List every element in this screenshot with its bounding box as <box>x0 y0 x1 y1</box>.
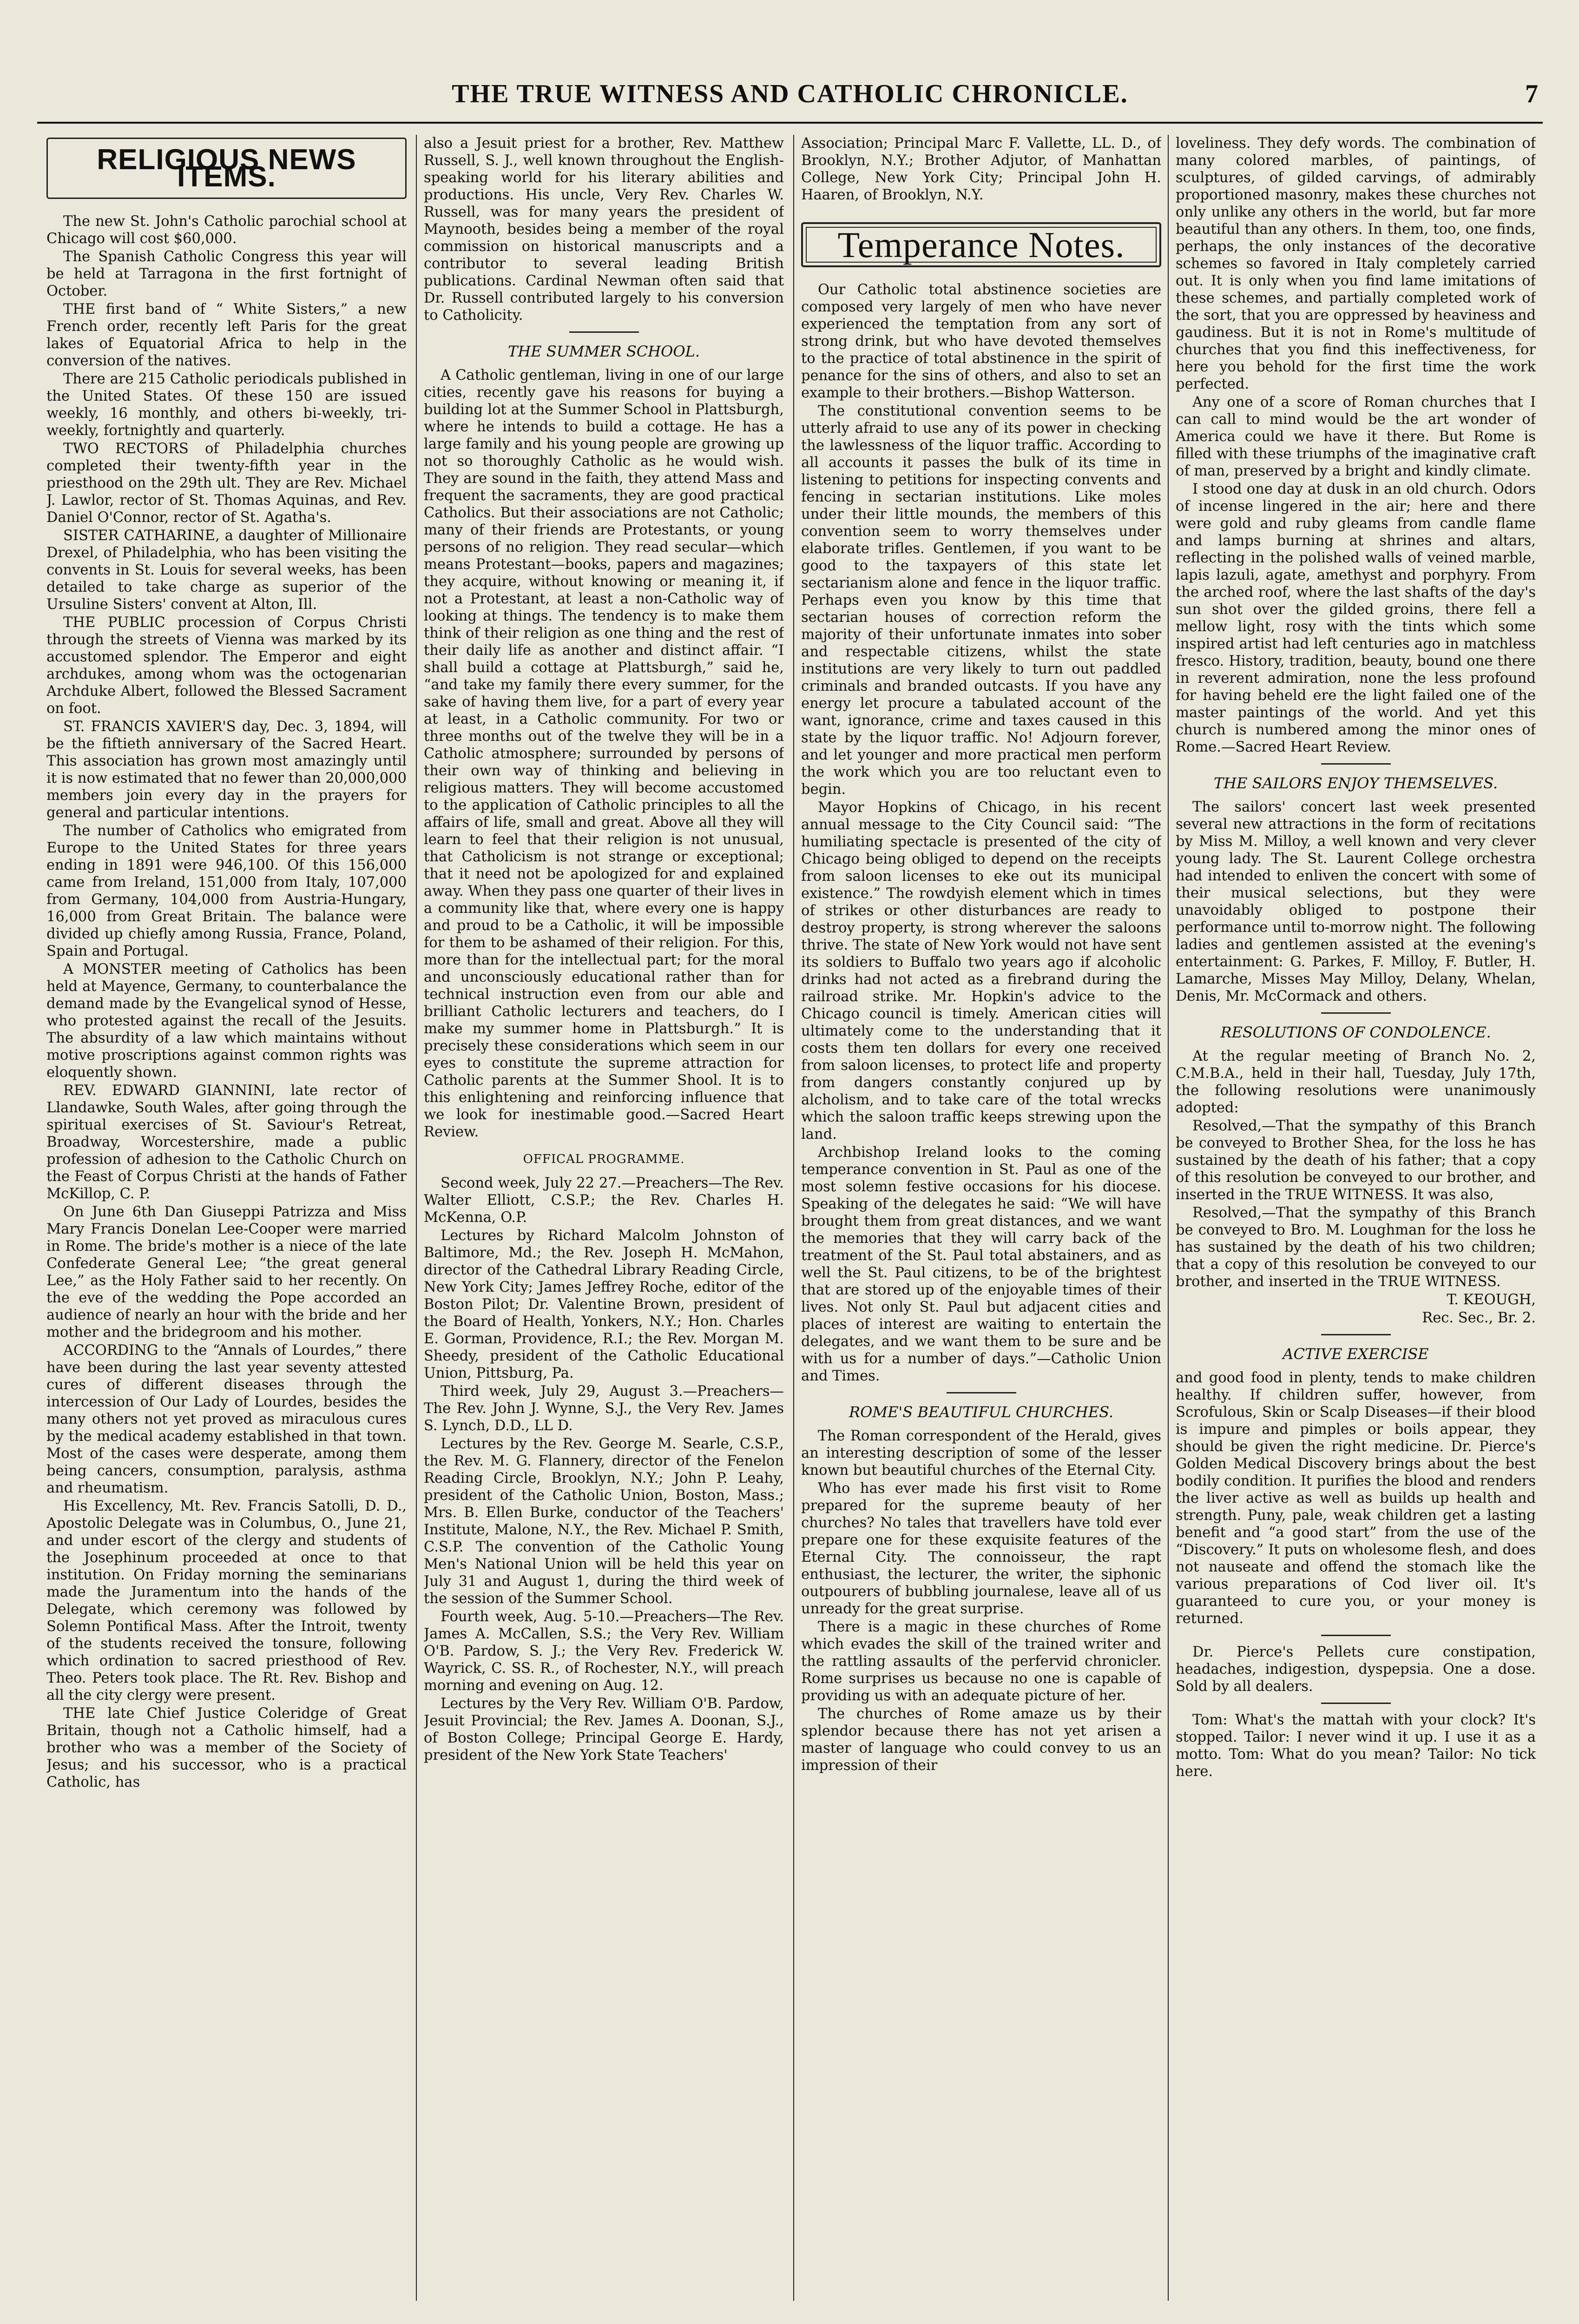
rome-paragraph: loveliness. They defy words. The combination of many colored marbles, of paintings, of sculptures, of gilded carvings, of admirably proportioned masonry, makes these churches not only unlike any others in the world, but far more beautiful than any others. In them, too, one finds, perhaps, the only instances of the decorative schemes so favored in Italy completely carried out. It is only when you find lame imitations of these schemes, and partially completed work of the sort, that you are oppressed by heaviness and gaudiness. But it is not in Rome's multitude of churches that you find this ineffectiveness, for here you behold for the first time the work perfected. <box>1176 135 1536 392</box>
sailors-title: THE SAILORS ENJOY THEMSELVES. <box>1213 774 1498 792</box>
programme-item: Lectures by Richard Malcolm Johnston of Baltimore, Md.; the Rev. Joseph H. McMahon, director of the Cathedral Library Reading Circle, New York City; James Jeffrey Roche, editor of the Boston Pilot; Dr. Valentine Brown, president of the Board of Health, Yonkers, N.Y.; Hon. Charles E. Gorman, Providence, R.I.; the Rev. Morgan M. Sheedy, president of the Catholic Educational Union, Pittsburg, Pa. <box>424 1228 784 1381</box>
rome-churches-title: ROME'S BEAUTIFUL CHURCHES. <box>849 1403 1114 1421</box>
news-item: The new St. John's Catholic parochial school at Chicago will cost $60,000. <box>46 213 407 247</box>
news-item: ST. FRANCIS XAVIER'S day, Dec. 3, 1894, will be the fiftieth anniversary of the Sacred Heart. This association has grown most amazingly until it is now estimated that no fewer than 20,000,000 members join every day in the prayers for general and particular intentions. <box>46 719 407 821</box>
religious-news-heading: RELIGIOUS NEWS ITEMS. <box>46 138 407 199</box>
summer-school-text: A Catholic gentleman, living in one of our large cities, recently gave his reasons for buying a building lot at the Summer School in Plattsburgh, where he intends to build a cottage. He has a large family and his young people are growing up not so thoroughly Catholic as he would wish. They are sound in the faith, they attend Mass and frequent the sacraments, they are good practical Catholics. But their associations are not Catholic; many of their friends are Protestants, or young persons of no religion. They read secular—which means Protestant—books, papers and magazines; they acquire, without knowing or meaning it, if not a Protestant, at least a non-Catholic way of looking at things. The tendency is to make them think of their religion as one thing and the rest of their daily life as another and distinct affair. “I shall build a cottage at Plattsburgh,” said he, “and take my family there every summer, for the sake of having them live, for a part of every year at least, in a Catholic community. For two or three months out of the twelve they will be in a Catholic atmosphere; surrounded by persons of their own way of thinking and believing in religious matters. They will become accustomed to the application of Catholic principles to all the affairs of life, small and great. Above all they will learn to feel that their religion is not unusual, that Catholicism is not strange or exceptional; that it need not be apologized for and explained away. When they pass one quarter of their lives in a community like that, where every one is happy and proud to be a Catholic, it will be impossible for them to be ashamed of their religion. For this, more than for the intellectual part; for the moral and unconsciously educational rather than for technical instruction even from our able and brilliant Catholic lecturers and teachers, do I make my summer home in Plattsburgh.” It is precisely these considerations which seem in our eyes to constitute the supreme attraction for Catholic parents at the Summer Shool. It is to this enlightening and reinforcing influence that we look for inestimable good.—Sacred Heart Review. <box>424 367 784 1140</box>
section-separator <box>1321 1635 1391 1636</box>
temperance-item: Archbishop Ireland looks to the coming temperance convention in St. Paul as one of the most solemn festive occasions for his diocese. Speaking of the delegates he said: “We will have brought them from great distances, and we want the memories that they will carry back of the treatment of the St. Paul total abstainers, and as well the St. Paul citizens, to be of the brightest that are stored up of the enjoyable times of their lives. Not only St. Paul but adjacent cities and places of interest are waiting to entertain the delegates, and we want them to be sure and be with us for a number of days.”—Catholic Union and Times. <box>801 1144 1161 1384</box>
pellets-advert: Dr. Pierce's Pellets cure constipation, headaches, indigestion, dyspepsia. One a dose. Sold by all dealers. <box>1176 1644 1536 1695</box>
article-continuation: also a Jesuit priest for a brother, Rev. Matthew Russell, S. J., well known throughout the English-speaking world for his literary abilities and productions. His uncle, Very Rev. Charles W. Russell, was for many years the president of Maynooth, besides being a member of the royal commission on historical manuscripts and a contributor to several leading British publications. Cardinal Newman often said that Dr. Russell contributed largely to his conversion to Catholicity. <box>424 135 784 324</box>
column-divider <box>416 135 417 2301</box>
section-separator <box>1321 1334 1391 1335</box>
article-continuation: Association; Principal Marc F. Vallette, LL. D., of Brooklyn, N.Y.; Brother Adjutor, of Manhattan College, New York City; Principal John H. Haaren, of Brooklyn, N.Y. <box>801 135 1161 203</box>
news-item: THE PUBLIC procession of Corpus Christi through the streets of Vienna was marked by its accustomed splendor. The Emperor and eight archdukes, among whom was the octogenarian Archduke Albert, followed the Blessed Sacrament on foot. <box>46 614 407 717</box>
rome-paragraph: Who has ever made his first visit to Rome prepared for the supreme beauty of her churches? No tales that travellers have told ever prepare one for these exquisite features of the Eternal City. The connoisseur, the rapt enthusiast, the lecturer, the writer, the siphonic outpourers of bubbling journalese, leave all of us unready for the great surprise. <box>801 1480 1161 1617</box>
programme-item: Lectures by the Very Rev. William O'B. Pardow, Jesuit Provincial; the Rev. James A. Doonan, S.J., of Boston College; Principal George E. Hardy, president of the New York State Teachers' <box>424 1696 784 1763</box>
section-separator <box>947 1392 1016 1393</box>
news-item: ACCORDING to the “Annals of Lourdes,” there have been during the last year seventy attested cures of different diseases through the intercession of Our Lady of Lourdes, besides the many others not yet proved as miraculous cures by the medical academy established in that town. Most of the cases were desperate, among them being cancers, consumption, paralysis, asthma and rheumatism. <box>46 1342 407 1496</box>
section-separator <box>1321 1703 1391 1704</box>
temperance-notes-heading: Temperance Notes. <box>801 222 1161 267</box>
section-separator <box>1321 1012 1391 1014</box>
advertisement-text: and good food in plenty, tends to make children healthy. If children suffer, however, from Scrofulous, Skin or Scalp Diseases—if their blood is impure and pimples or boils appear, they should be given the right medicine. Dr. Pierce's Golden Medical Discovery brings about the best bodily condition. It purifies the blood and renders the liver active as well as builds up health and strength. Puny, pale, weak children get a lasting benefit and “a good start” from the use of the “Discovery.” It puts on wholesome flesh, and does not nauseate and offend the stomach like the various preparations of Cod liver oil. It's guaranteed to cure you, or your money is returned. <box>1176 1370 1536 1627</box>
temperance-item: The constitutional convention seems to be utterly afraid to use any of its power in checking the lawlessness of the liquor traffic. According to all accounts it passes the bulk of its time in listening to petitions for inspecting convents and fencing in sectarian institutions. Like moles under their little mounds, the members of this convention seem to worry themselves under elaborate trifles. Gentlemen, if you want to be good to the taxpayers of this state let sectarianism alone and fence in the liquor traffic. Perhaps even you know by this time that sectarian houses of correction reform the majority of their unfortunate inmates into sober and respectable citizens, whilst the state institutions are very likely to turn out paddled criminals and branded outcasts. If you have any energy let procure a tabulated account of the want, ignorance, crime and taxes caused in this state by the liquor traffic. No! Adjourn forever, and let younger and more practical men perform the work which you are too reluctant even to begin. <box>801 403 1161 798</box>
rome-paragraph: There is a magic in these churches of Rome which evades the skill of the trained writer and the rattling assaults of the perfervid chronicler. Rome surprises us because no one is capable of providing us with an adequate picture of her. <box>801 1619 1161 1704</box>
programme-item: Fourth week, Aug. 5-10.—Preachers—The Rev. James A. McCallen, S.S.; the Very Rev. William O'B. Pardow, S. J.; the Very Rev. Frederick W. Wayrick, C. SS. R., of Rochester, N.Y., will preach morning and evening on Aug. 12. <box>424 1609 784 1694</box>
newspaper-title: THE TRUE WITNESS AND CATHOLIC CHRONICLE. <box>452 79 1128 108</box>
column-2 <box>424 135 784 2296</box>
news-item: His Excellency, Mt. Rev. Francis Satolli, D. D., Apostolic Delegate was in Columbus, O., June 21, and under escort of the clergy and students of the Josephinum proceeded at once to that institution. On Friday morning the seminarians made the Juramentum into the hands of the Delegate, which ceremony was followed by Solemn Pontifical Mass. After the Introit, twenty of the students received the tonsure, following which ordination to sacred priesthood of Rev. Theo. Peters took place. The Rt. Rev. Bishop and all the city clergy were present. <box>46 1498 407 1703</box>
active-exercise-title: ACTIVE EXERCISE <box>1283 1345 1429 1363</box>
news-item: There are 215 Catholic periodicals published in the United States. Of these 150 are issued weekly, 16 monthly, and others bi-weekly, tri-weekly, fortnightly and quarterly. <box>46 371 407 439</box>
masthead-rule <box>37 122 1543 124</box>
sailors-text: The sailors' concert last week presented several new attractions in the form of recitations by Miss M. Milloy, a well known and very clever young lady. The St. Laurent College orchestra had intended to enliven the concert with some of their musical selections, but they were unavoidably obliged to postpone their performance until to-morrow night. The following ladies and gentlemen assisted at the evening's entertainment: G. Parkes, F. Milloy, F. Butler, H. Lamarche, Misses May Milloy, Delany, Whelan, Denis, Mr. McCormack and others. <box>1176 799 1536 1004</box>
section-separator <box>1321 763 1391 765</box>
programme-item: Third week, July 29, August 3.—Preachers—The Rev. John J. Wynne, S.J., the Very Rev. James S. Lynch, D.D., LL D. <box>424 1383 784 1434</box>
temperance-item: Our Catholic total abstinence societies are composed very largely of men who have never experienced the temptation from any sort of strong drink, but who have devoted themselves to the practice of total abstinence in the spirit of penance for the sins of others, and also to set an example to their brothers.—Bishop Watterson. <box>801 282 1161 401</box>
news-item: The number of Catholics who emigrated from Europe to the United States for three years ending in 1891 were 946,100. Of this 156,000 came from Ireland, 151,000 from Italy, 107,000 from Germany, 104,000 from Austria-Hungary, 16,000 from Great Britain. The balance were divided up chiefly among Russia, France, Poland, Spain and Portugal. <box>46 823 407 959</box>
programme-title: OFFICAL PROGRAMME. <box>523 1152 685 1166</box>
news-item: SISTER CATHARINE, a daughter of Millionaire Drexel, of Philadelphia, who has been visiting the convents in St. Louis for several weeks, has been detailed to take charge as superior of the Ursuline Sisters' convent at Alton, Ill. <box>46 528 407 613</box>
condolence-paragraph: Resolved,—That the sympathy of this Branch be conveyed to Bro. M. Loughman for the loss he has sustained by the death of his two children; that a copy of this resolution be conveyed to our brother, and inserted in the TRUE WITNESS. <box>1176 1205 1536 1290</box>
news-item: TWO RECTORS of Philadelphia churches completed their twenty-fifth year in the priesthood on the 29th ult. They are Rev. Michael J. Lawlor, rector of St. Thomas Aquinas, and Rev. Daniel O'Connor, rector of St. Agatha's. <box>46 441 407 526</box>
news-item: On June 6th Dan Giuseppi Patrizza and Miss Mary Francis Donelan Lee-Cooper were married in Rome. The bride's mother is a niece of the late Confederate General Lee; “the great general Lee,” as the Holy Father said to her recently. On the eve of the wedding the Pope accorded an audience of nearly an hour with the bride and her mother and the bridegroom and his mother. <box>46 1204 407 1340</box>
column-4 <box>1176 135 1536 2296</box>
rome-paragraph: The Roman correspondent of the Herald, gives an interesting description of some of the lesser known but beautiful churches of the Eternal City. <box>801 1428 1161 1479</box>
rome-paragraph: The churches of Rome amaze us by their splendor because there has not yet arisen a master of language who could convey to us an impression of their <box>801 1706 1161 1774</box>
rome-paragraph: Any one of a score of Roman churches that I can call to mind would be the art wonder of America could we have it there. But Rome is filled with these triumphs of the imaginative craft of man, preserved by a bright and kindly climate. <box>1176 394 1536 479</box>
news-item: THE first band of “ White Sisters,” a new French order, recently left Paris for the great lakes of Equatorial Africa to help in the conversion of the natives. <box>46 301 407 369</box>
section-separator <box>569 331 639 333</box>
temperance-item: Mayor Hopkins of Chicago, in his recent annual message to the City Council said: “The humiliating spectacle is presented of the city of Chicago being obliged to depend on the receipts from saloon licenses to eke out its municipal existence.” The rowdyish element which in times of strikes or other disturbances are ready to destroy property, is strong wherever the saloons thrive. The state of New York would not have sent its soldiers to Buffalo two years ago if alcoholic drinks had not acted as a firebrand during the railroad strike. Mr. Hopkin's advice to the Chicago council is timely. American cities will ultimately come to the understanding that it costs them ten dollars for every one received from saloon licenses, to protect life and property from dangers constantly conjured up by alcholism, and to take care of the total wrecks which the saloon traffic keeps strewing upon the land. <box>801 799 1161 1142</box>
column-3 <box>801 135 1161 2296</box>
news-item: THE late Chief Justice Coleridge of Great Britain, though not a Catholic himself, had a brother who was a member of the Society of Jesus; and his successor, who is a practical Catholic, has <box>46 1705 407 1790</box>
condolence-paragraph: At the regular meeting of Branch No. 2, C.M.B.A., held in their hall, Tuesday, July 17th, the following resolutions were unanimously adopted: <box>1176 1048 1536 1116</box>
column-divider <box>1168 135 1169 2301</box>
programme-item: Lectures by the Rev. George M. Searle, C.S.P., the Rev. M. G. Flannery, director of the Fenelon Reading Circle, Brooklyn, N.Y.; John P. Leahy, president of the Catholic Union, Boston, Mass.; Mrs. B. Ellen Burke, conductor of the Teachers' Institute, Malone, N.Y., the Rev. Michael P. Smith, C.S.P. The convention of the Catholic Young Men's National Union will be held this year on July 31 and August 1, during the third week of the session of the Summer School. <box>424 1436 784 1607</box>
news-item: REV. EDWARD GIANNINI, late rector of Llandawke, South Wales, after going through the spiritual exercises of St. Saviour's Retreat, Broadway, Worcestershire, made a public profession of adhesion to the Catholic Church on the Feast of Corpus Christi at the hands of Father McKillop, C. P. <box>46 1083 407 1202</box>
column-1 <box>46 135 407 2296</box>
joke-text: Tom: What's the mattah with your clock? It's stopped. Tailor: I never wind it up. I use it as a motto. Tom: What do you mean? Tailor: No tick here. <box>1176 1712 1536 1780</box>
masthead <box>37 79 1543 116</box>
summer-school-title: THE SUMMER SCHOOL. <box>507 343 700 360</box>
news-item: The Spanish Catholic Congress this year will be held at Tarragona in the first fortnight of October. <box>46 249 407 299</box>
signature-name: T. KEOUGH, <box>1447 1292 1536 1308</box>
page-number: 7 <box>1525 79 1538 108</box>
condolence-title: RESOLUTIONS OF CONDOLENCE. <box>1220 1023 1491 1041</box>
programme-item: Second week, July 22 27.—Preachers—The Rev. Walter Elliott, C.S.P.; the Rev. Charles H. McKenna, O.P. <box>424 1175 784 1226</box>
signature-role: Rec. Sec., Br. 2. <box>1422 1310 1536 1326</box>
condolence-paragraph: Resolved,—That the sympathy of this Branch be conveyed to Brother Shea, for the loss he has sustained by the death of his father; that a copy of this resolution be conveyed to our brother, and inserted in the TRUE WITNESS. It was also, <box>1176 1118 1536 1203</box>
news-item: A MONSTER meeting of Catholics has been held at Mayence, Germany, to counterbalance the demand made by the Evangelical synod of Hesse, who protested against the recall of the Jesuits. The absurdity of a law which maintains without motive proscriptions against common rights was eloquently shown. <box>46 961 407 1081</box>
column-divider <box>793 135 794 2301</box>
rome-paragraph: I stood one day at dusk in an old church. Odors of incense lingered in the air; here and there were gold and ruby gleams from candle flame and lamps burning at shrines and altars, reflecting in the polished walls of veined marble, lapis lazuli, agate, amethyst and porphyry. From the arched roof, where the last shafts of the day's sun shot over the gilded groins, there fell a mellow light, rosy with the tints which some inspired artist had left centuries ago in matchless fresco. History, tradition, beauty, bound one there in reverent admiration, none the less profound for having beheld ere the light failed one of the master paintings of the world. And yet this church is numbered among the minor ones of Rome.—Sacred Heart Review. <box>1176 481 1536 755</box>
